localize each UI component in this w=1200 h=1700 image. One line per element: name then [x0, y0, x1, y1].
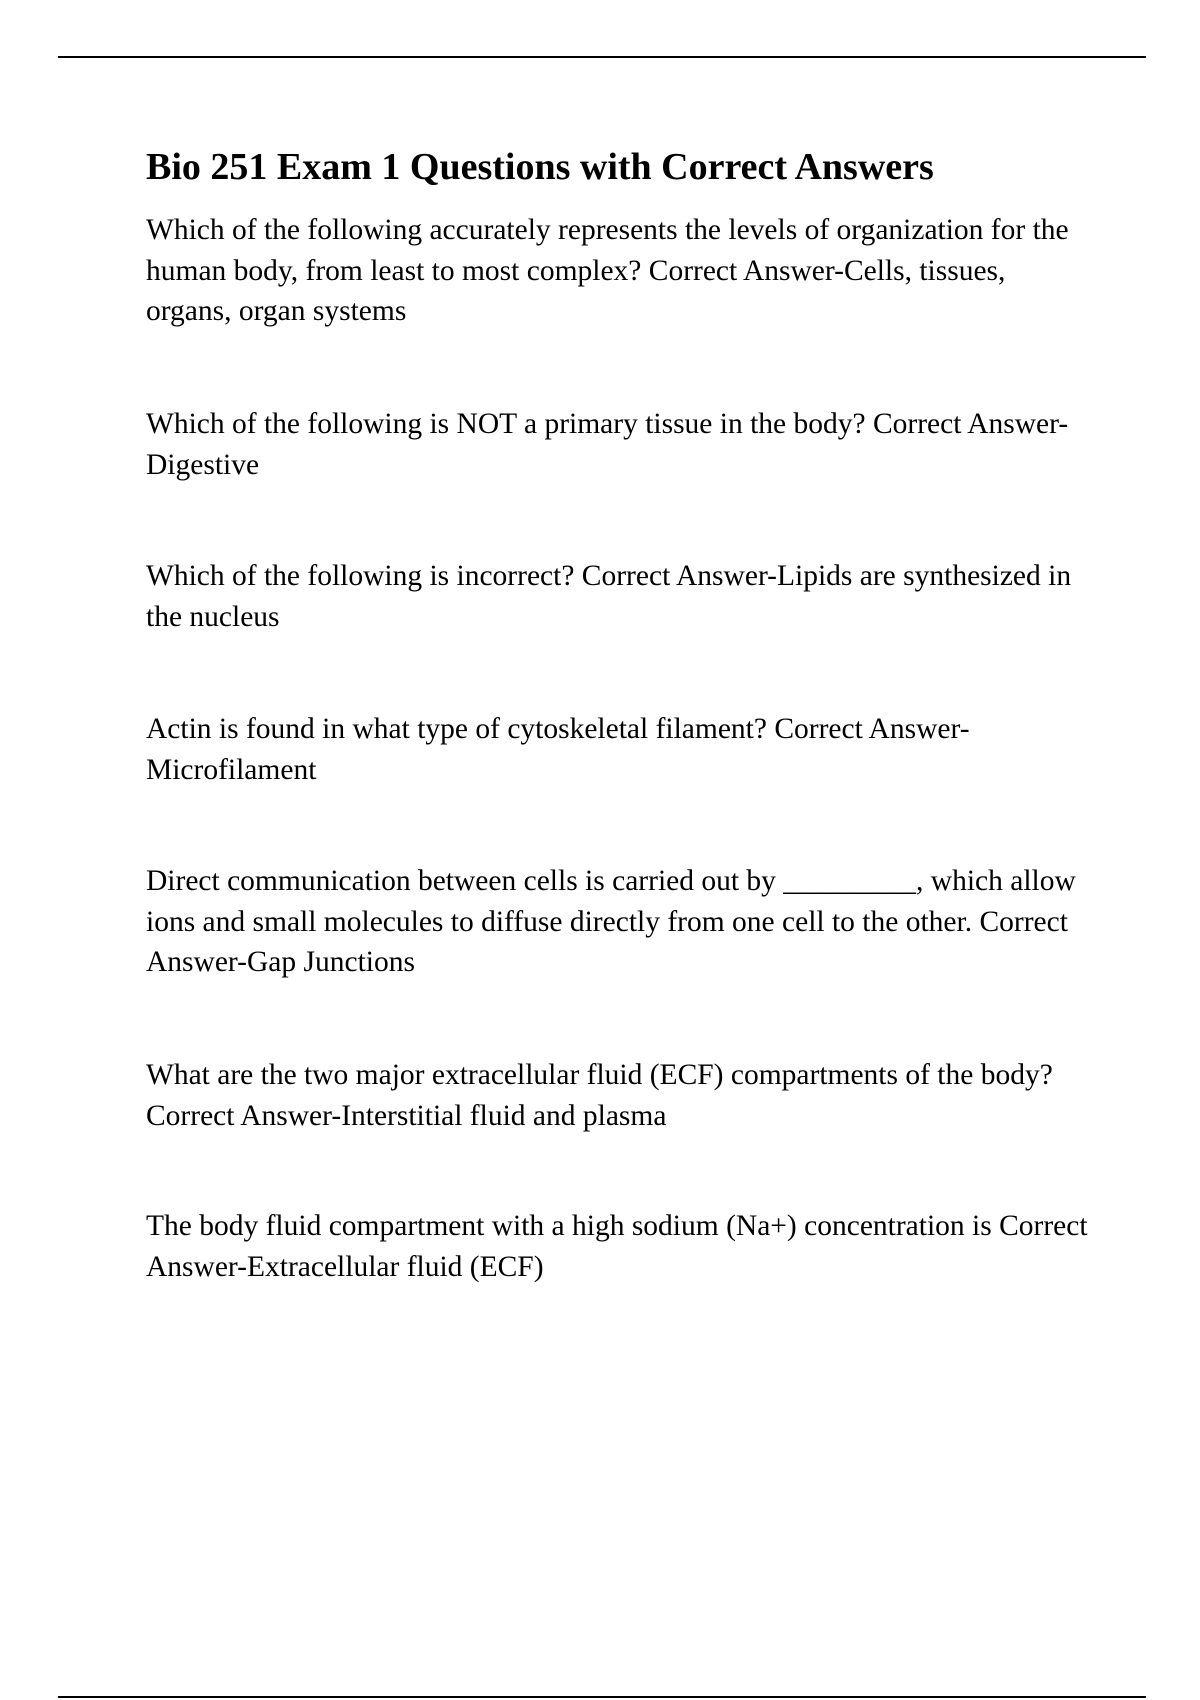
qa-item: Actin is found in what type of cytoskeletal filament? Correct Answer-Microfilament — [146, 713, 970, 786]
qa-item: What are the two major extracellular fluid (ECF) compartments of the body? Correct Answer-Interstitial fluid and plasma — [146, 1059, 1053, 1132]
qa-item: Which of the following is incorrect? Correct Answer-Lipids are synthesized in the nucleus — [146, 560, 1072, 633]
qa-item: Which of the following accurately represents the levels of organization for the human body, from least to most complex? Correct Answer-Cells, tissues, organs, organ systems — [146, 214, 1069, 327]
qa-item: Which of the following is NOT a primary tissue in the body? Correct Answer-Digestive — [146, 408, 1069, 481]
qa-item: Direct communication between cells is carried out by _________, which allow ions and small molecules to diffuse directly from one cell to the other. Correct Answer-Gap Junctions — [146, 865, 1076, 978]
top-rule — [58, 56, 1146, 58]
qa-item: The body fluid compartment with a high sodium (Na+) concentration is Correct Answer-Extracellular fluid (ECF) — [146, 1210, 1088, 1283]
bottom-rule — [58, 1696, 1146, 1698]
page-title: Bio 251 Exam 1 Questions with Correct Answers — [146, 146, 934, 188]
